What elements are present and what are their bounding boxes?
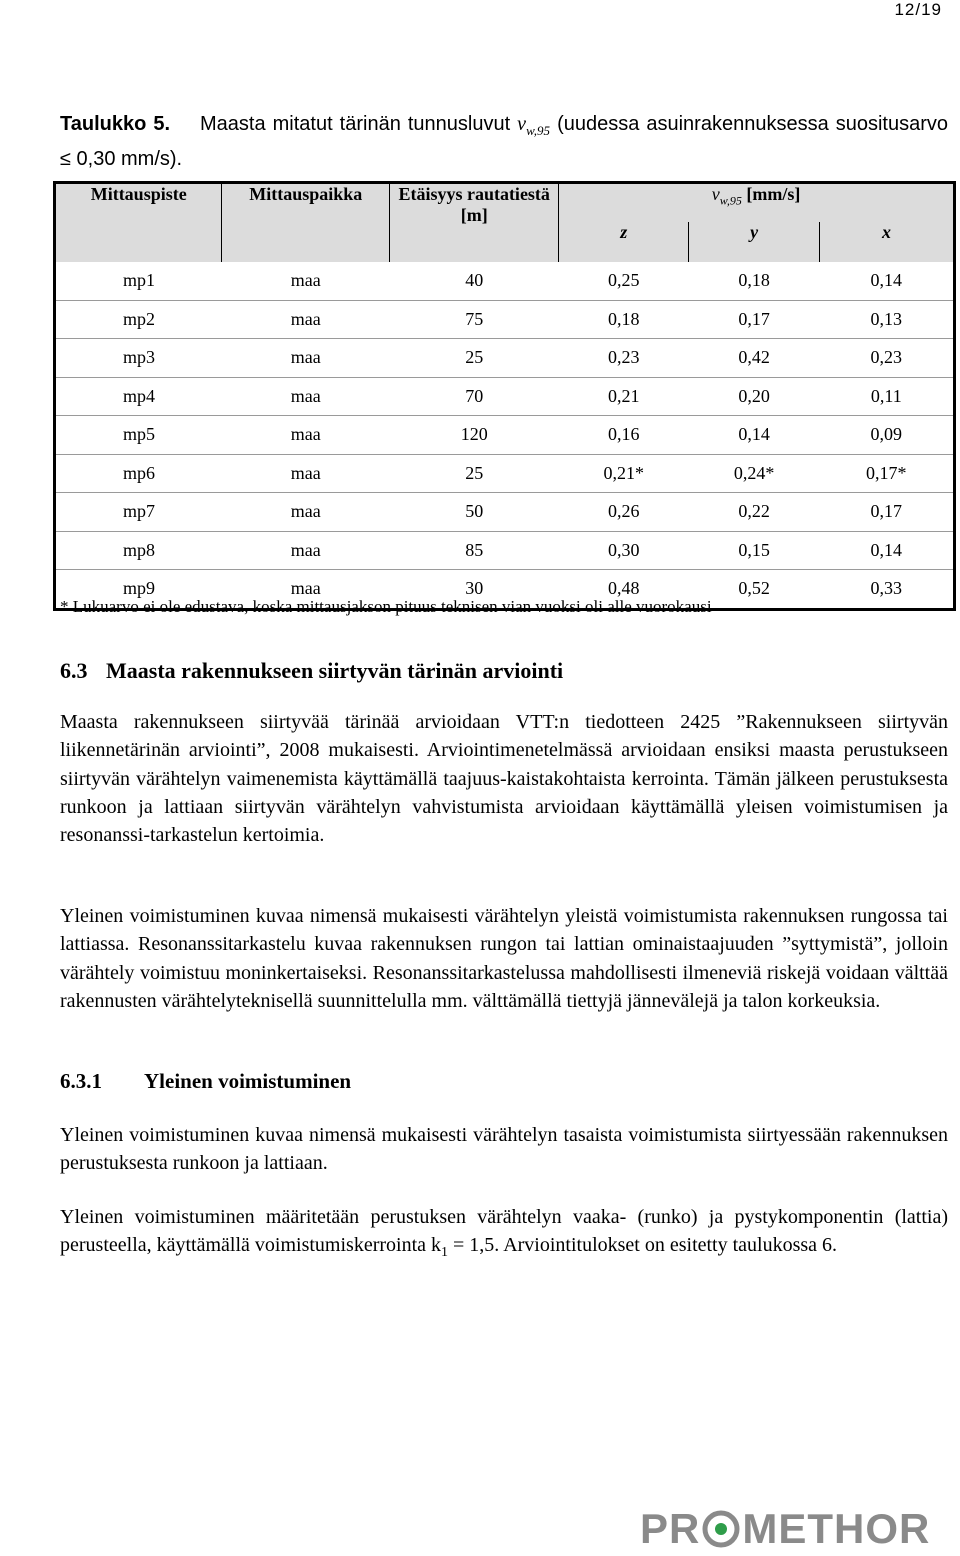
section-heading bbox=[60, 658, 563, 684]
table-footnote: * Lukuarvo ei ole edustava, koska mittausjakson pituus teknisen vian vuoksi oli alle vuorokausi bbox=[60, 597, 712, 616]
subsection-paragraph-1: Yleinen voimistuminen kuvaa nimensä mukaisesti värähtelyn tasaista voimistumista siirtyessään rakennuksen perustuksesta runkoon ja lattiaan. bbox=[60, 1124, 948, 1175]
subsection-heading bbox=[60, 1069, 351, 1094]
caption-text-before: Maasta mitatut tärinän tunnusluvut bbox=[200, 113, 511, 135]
caption-symbol: $v_{w,95}$ bbox=[517, 113, 551, 138]
subsection-paragraph-2: Yleinen voimistuminen määritetään perustuksen värähtelyn vaaka- (runko) ja pystykomponentin (lattia) perusteella, käyttämällä voimistumiskerrointa $k_1 = 1,5$. Arviointitulokset on esitetty taulukossa 6. bbox=[60, 1206, 948, 1261]
section-number: 6.3 bbox=[60, 658, 88, 683]
vibration-table bbox=[53, 181, 956, 611]
subsection-number: 6.3.1 bbox=[60, 1069, 102, 1093]
logo-target-icon bbox=[702, 1510, 740, 1548]
table-caption bbox=[60, 110, 948, 173]
table-row: mp8 maa 85 0,30 0,15 0,14 bbox=[55, 531, 955, 570]
section-paragraph-2: Yleinen voimistuminen kuvaa nimensä mukaisesti värähtelyn yleistä voimistumista rakennuksen rungossa tai lattiassa. Resonanssitarkastelu kuvaa rakennuksen rungon tai lattian ominaistaajuuden ”syttymistä”, jolloin värähtely voimistuu moninkertaiseksi. Resonanssitarkastelussa mahdollisesti ilmeneviä riskejä voidaan välttää rakennusten värähtelyteknisellä suunnittelulla mm. välttämällä tiettyjä jännevälejä ja talon korkeuksia. bbox=[60, 905, 948, 1012]
table-row: mp9 maa 30 0,48 0,52 0,33 bbox=[55, 570, 955, 610]
section-title: Maasta rakennukseen siirtyvän tärinän arviointi bbox=[106, 658, 564, 683]
header-z: z bbox=[559, 222, 689, 262]
table-row: mp5 maa 120 0,16 0,14 0,09 bbox=[55, 416, 955, 455]
header-mittauspaikka: Mittauspaikka bbox=[222, 183, 390, 263]
table-row: mp7 maa 50 0,26 0,22 0,17 bbox=[55, 493, 955, 532]
section-paragraph-1: Maasta rakennukseen siirtyvää tärinää arvioidaan VTT:n tiedotteen 2425 ”Rakennukseen siirtyvän liikennetärinän arviointi”, 2008 mukaisesti. Arviointimenetelmässä arvioidaan ensiksi maasta perustukseen siirtyvän värähtelyn vaimenemista käyttämällä taajuus-kaistakohtaista kerrointa. Tämän jälkeen perustuksesta runkoon ja lattiaan siirtyvän värähtelyn vahvistumista arvioidaan käyttämällä yleisen voimistumisen ja resonanssi-tarkastelun kertoimia. bbox=[60, 711, 948, 847]
table-row: mp1 maa 40 0,25 0,18 0,14 bbox=[55, 262, 955, 300]
caption-label: Taulukko 5. bbox=[60, 113, 171, 135]
table-row: mp3 maa 25 0,23 0,42 0,23 bbox=[55, 339, 955, 378]
page-number: 12/19 bbox=[894, 0, 942, 19]
header-etaisyys: Etäisyys rautatiestä [m] bbox=[390, 183, 559, 263]
header-mittauspiste: Mittauspiste bbox=[55, 183, 222, 263]
header-vw95-group: $v_{w,95}$ [mm/s] bbox=[559, 183, 955, 223]
table-row: mp6 maa 25 0,21* 0,24* 0,17* bbox=[55, 454, 955, 493]
promethor-logo: PR METHOR bbox=[640, 1505, 931, 1552]
table-row: mp4 maa 70 0,21 0,20 0,11 bbox=[55, 377, 955, 416]
table-row: mp2 maa 75 0,18 0,17 0,13 bbox=[55, 300, 955, 339]
subsection-title: Yleinen voimistuminen bbox=[144, 1069, 352, 1093]
caption-text-after: (uudessa asuinrakennuksessa suositusarvo ≤ 0,30 mm/s). bbox=[60, 113, 948, 170]
header-x: x bbox=[820, 222, 955, 262]
header-y: y bbox=[689, 222, 820, 262]
